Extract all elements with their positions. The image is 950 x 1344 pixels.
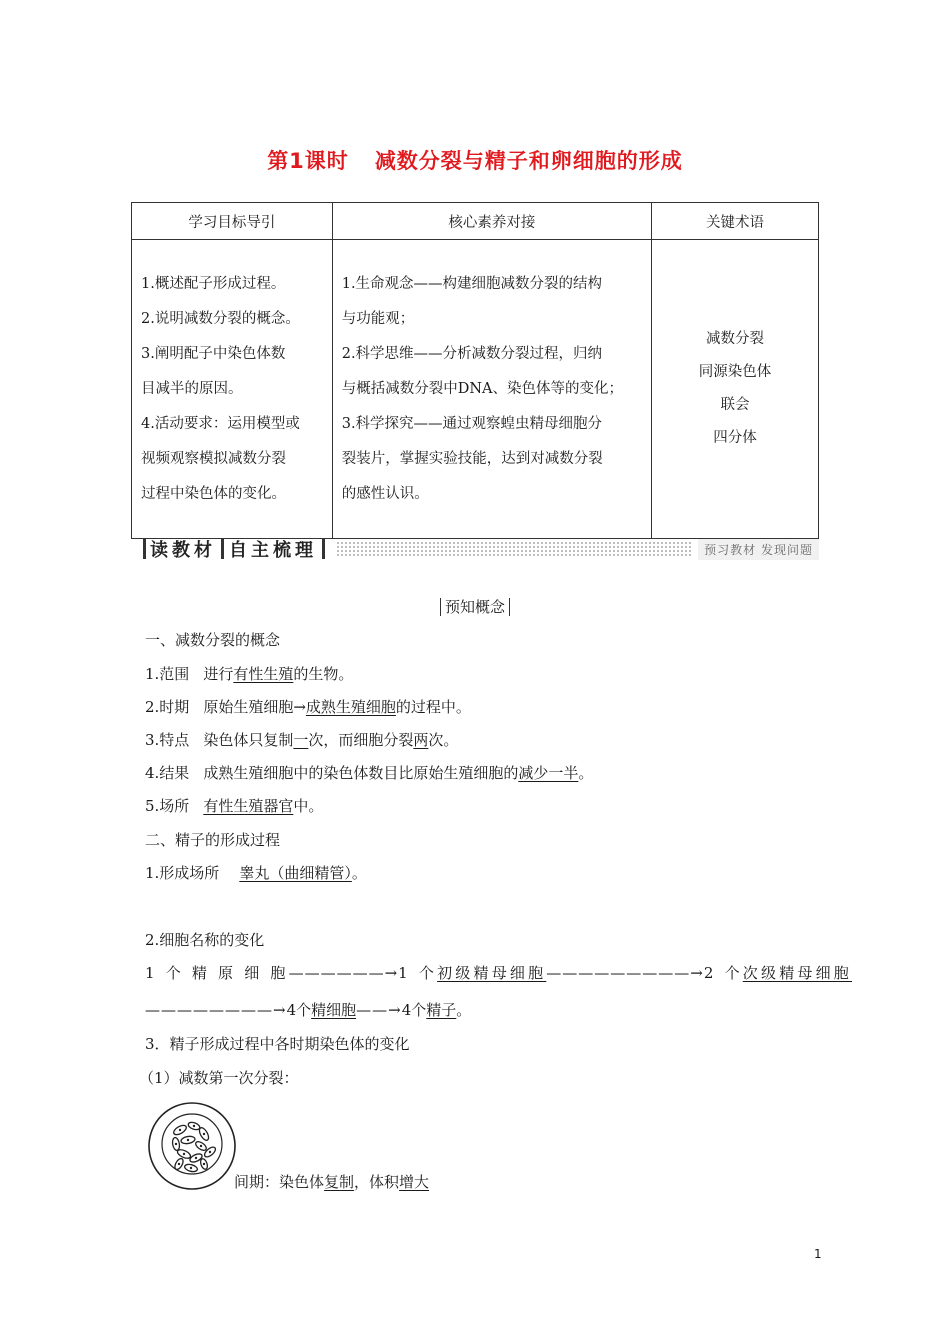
interphase-cell-illustration — [146, 1100, 238, 1192]
s2-item-names: 2.细胞名称的变化 — [145, 931, 265, 949]
goal-line: 3.阐明配子中染色体数 — [141, 345, 286, 362]
interphase-caption: 间期：染色体复制，体积增大 — [234, 1173, 430, 1191]
s1-item-range: 1.范围 进行有性生殖的生物。 — [145, 665, 354, 683]
literacy-line: 与功能观； — [341, 310, 415, 327]
literacy-line: 3.科学探究——通过观察蝗虫精母细胞分 — [341, 415, 603, 432]
goal-line: 目减半的原因。 — [141, 380, 243, 397]
banner-self-review: 自主梳理 — [229, 540, 317, 561]
header-terms: 关键术语 — [651, 203, 818, 240]
banner-right-label: 预习教材 发现问题 — [698, 539, 819, 560]
goals-cell — [132, 240, 333, 539]
goal-line: 过程中染色体的变化。 — [141, 485, 286, 502]
goal-line: 1.概述配子形成过程。 — [141, 275, 286, 292]
goal-line: 2.说明减数分裂的概念。 — [141, 310, 300, 327]
arrow-icon: ——→ — [356, 1001, 402, 1019]
s2-item-chromosome-change: 3．精子形成过程中各时期染色体的变化 — [145, 1035, 410, 1053]
literacy-line: 的感性认识。 — [341, 485, 429, 502]
term: 减数分裂 — [705, 331, 764, 347]
lesson-topic: 减数分裂与精子和卵细胞的形成 — [374, 149, 683, 173]
s1-item-result: 4.结果 成熟生殖细胞中的染色体数目比原始生殖细胞的减少一半。 — [145, 764, 594, 782]
literacy-line: 1.生命观念——构建细胞减数分裂的结构 — [341, 275, 603, 292]
subhead-preview-concepts: 预知概念 — [0, 596, 950, 617]
lesson-number: 第1课时 — [267, 149, 349, 173]
goal-line: 4.活动要求：运用模型或 — [141, 415, 300, 432]
arrow-icon: ——————→ — [288, 964, 399, 982]
cell-name-chain-line2: ————————→4个精细胞——→4个精子。 — [145, 1001, 472, 1019]
objectives-table — [131, 202, 819, 539]
page-number: 1 — [814, 1247, 822, 1261]
arrow-icon: —————————→ — [546, 964, 704, 982]
table-header-row — [132, 203, 819, 240]
s2-heading: 二、精子的形成过程 — [145, 831, 281, 849]
cell-name-chain-line1: 1 个 精 原 细 胞——————→1 个初级精母细胞—————————→2 个次级精母细胞 — [145, 964, 852, 982]
goal-line: 视频观察模拟减数分裂 — [141, 450, 286, 467]
literacy-line: 与概括减数分裂中DNA、染色体等的变化； — [341, 380, 624, 397]
s1-item-feature: 3.特点 染色体只复制一次，而细胞分裂两次。 — [145, 731, 459, 749]
literacy-cell — [332, 240, 651, 539]
term: 联会 — [720, 397, 750, 413]
term: 同源染色体 — [698, 364, 772, 380]
s1-heading: 一、减数分裂的概念 — [145, 631, 281, 649]
banner-dotted-fill — [336, 541, 692, 557]
terms-cell — [651, 240, 818, 539]
literacy-line: 2.科学思维——分析减数分裂过程，归纳 — [341, 345, 603, 362]
section-banner — [143, 537, 819, 561]
table-body-row — [132, 240, 819, 539]
header-goals: 学习目标导引 — [132, 203, 333, 240]
s1-item-place: 5.场所 有性生殖器官中。 — [145, 797, 324, 815]
term: 四分体 — [713, 430, 757, 446]
literacy-line: 裂装片，掌握实验技能，达到对减数分裂 — [341, 450, 603, 467]
banner-read-textbook: 读教材 — [150, 540, 216, 561]
arrow-icon: ————————→ — [145, 1001, 287, 1019]
page-title — [0, 145, 950, 175]
header-literacy: 核心素养对接 — [332, 203, 651, 240]
s2-item-place: 1.形成场所 睾丸（曲细精管）。 — [145, 864, 367, 882]
s2-meiosis-one: （1）减数第一次分裂： — [139, 1069, 299, 1087]
s1-item-period: 2.时期 原始生殖细胞→成熟生殖细胞的过程中。 — [145, 698, 471, 716]
